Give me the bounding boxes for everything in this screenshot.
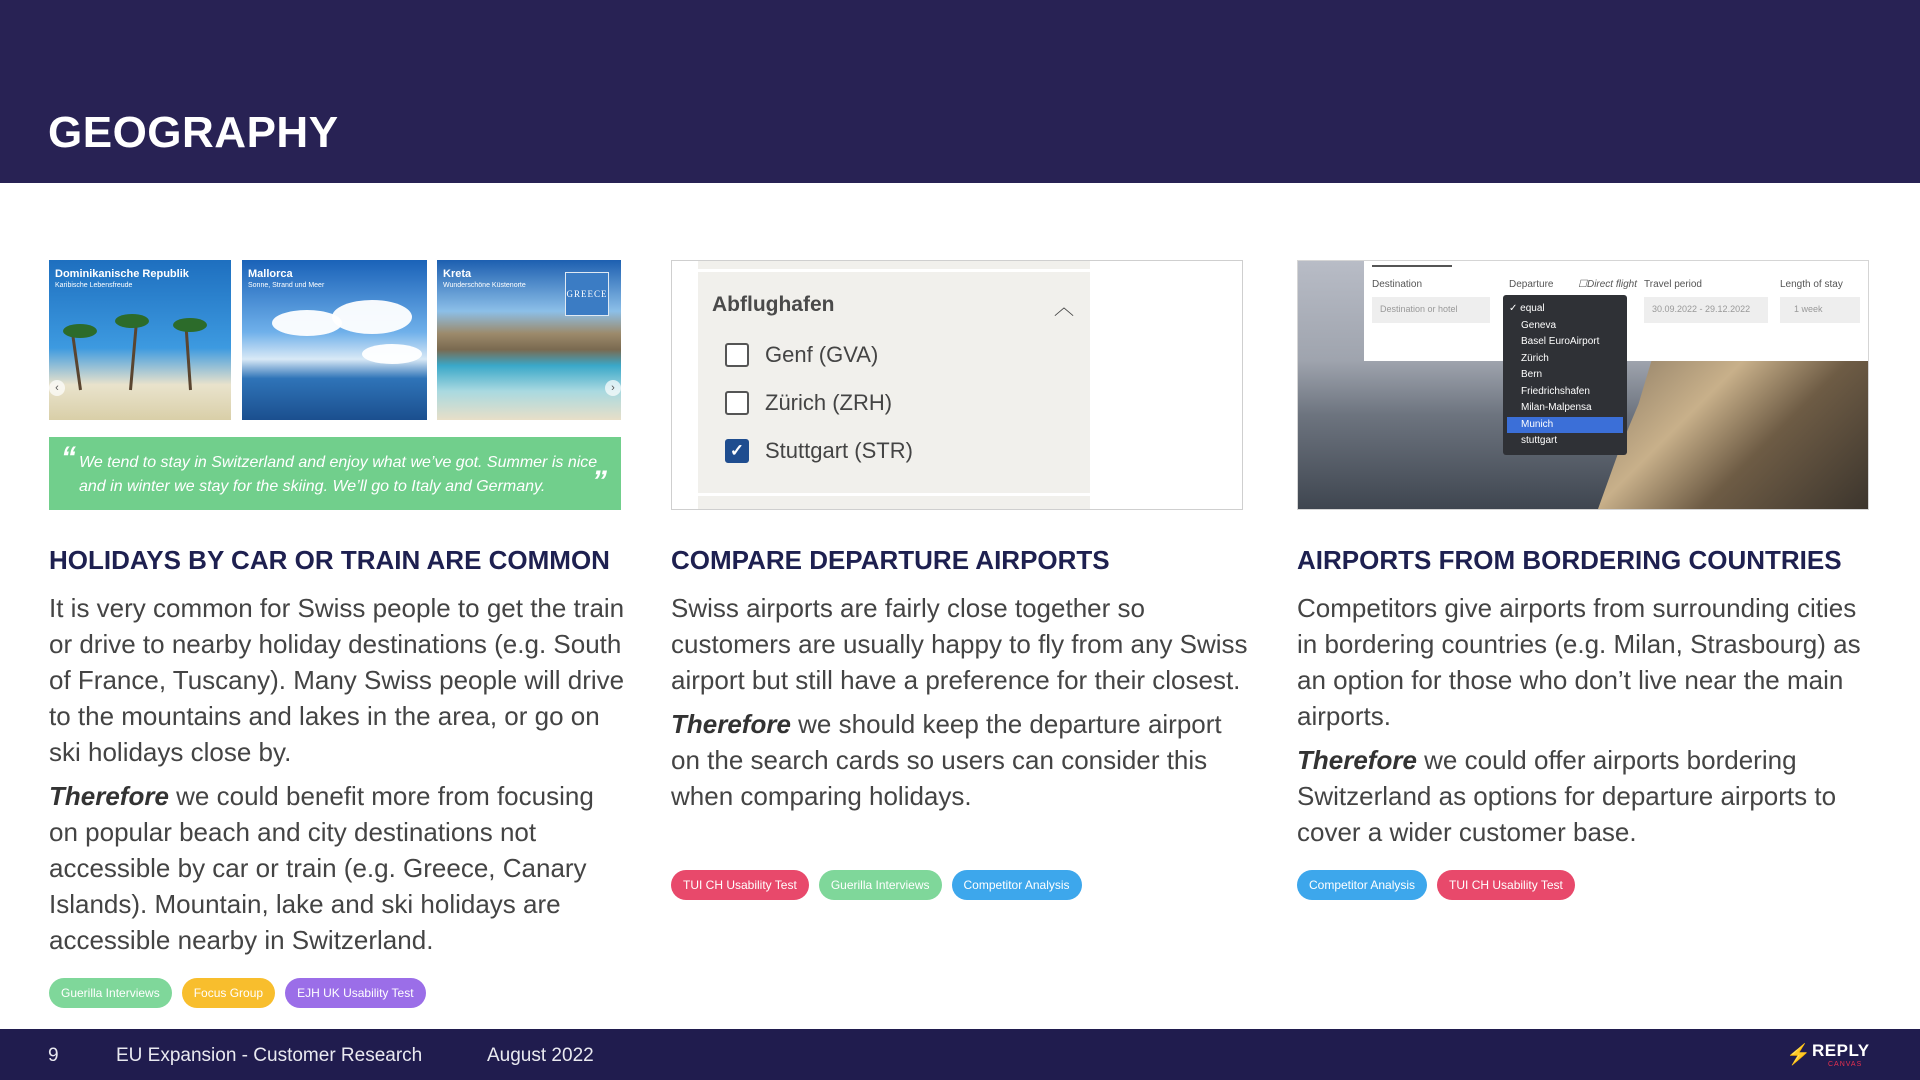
card-subtitle: Wunderschöne Küstenorte [443, 282, 526, 289]
checkbox-icon[interactable] [725, 343, 749, 367]
column-departure-airports [671, 260, 1248, 892]
section-body [49, 590, 629, 966]
quote-text: We tend to stay in Switzerland and enjoy what we’ve got. Summer is nice and in winter we stay for the skiing. We’ll go to Italy and Germany. [79, 454, 598, 495]
tag-tui-ch-usability-test: TUI CH Usability Test [1437, 870, 1575, 900]
travel-period-label: Travel period [1644, 279, 1702, 290]
card-kreta[interactable] [437, 260, 621, 420]
direct-flight-checkbox[interactable]: ☐Direct flight [1578, 279, 1637, 290]
source-tags [49, 978, 426, 1008]
quote-open-icon: “ [61, 441, 76, 474]
therefore-emphasis: Therefore [671, 709, 791, 739]
dropdown-option[interactable]: Geneva [1521, 319, 1557, 331]
card-dominican-republic[interactable] [49, 260, 231, 420]
airport-filter-media [671, 260, 1243, 510]
checkbox-zurich[interactable] [725, 389, 892, 417]
length-of-stay-label: Length of stay [1780, 279, 1843, 290]
destination-cards [49, 260, 621, 420]
departure-dropdown[interactable] [1503, 295, 1627, 455]
column-bordering-airports [1297, 260, 1869, 892]
section-heading: AIRPORTS FROM BORDERING COUNTRIES [1297, 545, 1842, 575]
tag-focus-group: Focus Group [182, 978, 275, 1008]
paragraph: Swiss airports are fairly close together so customers are usually happy to fly from any Swiss airport but still have a preference for their closest. [671, 593, 1248, 695]
dropdown-option[interactable]: Bern [1521, 369, 1543, 380]
section-body [1297, 590, 1877, 858]
dropdown-option[interactable]: stuttgart [1521, 435, 1558, 446]
reply-mark-icon: ⚡ [1786, 1044, 1811, 1066]
checkbox-label: Genf (GVA) [765, 342, 879, 367]
page-title: GEOGRAPHY [48, 108, 339, 157]
tag-ejh-uk-usability-test: EJH UK Usability Test [285, 978, 425, 1008]
tag-guerilla-interviews: Guerilla Interviews [819, 870, 942, 900]
paragraph: Therefore we could offer airports bordering Switzerland as options for departure airports to cover a wider customer base. [1297, 745, 1837, 847]
card-mallorca[interactable] [242, 260, 427, 420]
tag-competitor-analysis: Competitor Analysis [1297, 870, 1427, 900]
column-car-train [49, 260, 625, 1000]
therefore-emphasis: Therefore [1297, 745, 1417, 775]
airport-filter-panel [698, 261, 1090, 509]
card-title: Kreta [443, 268, 472, 280]
chevron-right-icon[interactable]: › [605, 380, 621, 396]
card-title: Dominikanische Republik [55, 268, 189, 280]
tag-tui-ch-usability-test: TUI CH Usability Test [671, 870, 809, 900]
card-title: Mallorca [248, 268, 293, 280]
tag-competitor-analysis: Competitor Analysis [952, 870, 1082, 900]
paragraph: Competitors give airports from surrounding cities in bordering countries (e.g. Milan, Strasbourg) as an option for those who don’t live near the main airports. [1297, 593, 1861, 731]
customer-quote [49, 437, 621, 510]
footer [0, 1029, 1920, 1080]
card-subtitle: Karibische Lebensfreude [55, 282, 133, 289]
paragraph: It is very common for Swiss people to get the train or drive to nearby holiday destinations (e.g. South of France, Tuscany). Many Swiss people will drive to the mountains and lakes in the area, or go on ski holidays close by. [49, 593, 625, 767]
source-tags [1297, 870, 1575, 900]
quote-close-icon: ” [592, 465, 607, 498]
departure-label: Departure [1509, 279, 1554, 290]
chevron-up-icon[interactable]: ︿ [1054, 297, 1074, 319]
travel-period-input[interactable]: 30.09.2022 - 29.12.2022 [1644, 297, 1768, 323]
dropdown-option[interactable]: Friedrichshafen [1521, 385, 1590, 397]
therefore-emphasis: Therefore [49, 781, 169, 811]
checkbox-label: Stuttgart (STR) [765, 438, 913, 463]
competitor-search-media [1297, 260, 1869, 510]
filter-title: Abflughafen [712, 293, 835, 316]
header [0, 0, 1920, 183]
dropdown-option[interactable]: Milan-Malpensa [1521, 402, 1592, 413]
section-heading: COMPARE DEPARTURE AIRPORTS [671, 545, 1110, 575]
source-tags [671, 870, 1082, 900]
card-subtitle: Sonne, Strand und Meer [248, 282, 325, 289]
paragraph: Therefore we could benefit more from focusing on popular beach and city destinations not accessible by car or train (e.g. Greece, Canary Islands). Mountain, lake and ski holidays are accessible nearby in Switzerland. [49, 781, 594, 955]
chevron-left-icon[interactable]: ‹ [49, 380, 65, 396]
destination-input[interactable]: Destination or hotel [1372, 297, 1490, 323]
checkmark-icon[interactable]: ✓ [725, 439, 749, 463]
checkbox-genf[interactable] [725, 341, 878, 369]
dropdown-option[interactable]: ✓ equal [1509, 303, 1545, 314]
page-number: 9 [48, 1045, 59, 1066]
deck-date: August 2022 [487, 1045, 594, 1066]
dropdown-option[interactable]: Zürich [1521, 352, 1549, 364]
airport-filter-frame [671, 260, 1243, 510]
checkbox-icon[interactable] [725, 391, 749, 415]
greece-badge: GREECE [565, 272, 609, 316]
section-body [671, 590, 1251, 822]
destination-label: Destination [1372, 279, 1423, 290]
length-of-stay-select[interactable]: 1 week [1780, 297, 1860, 323]
paragraph: Therefore we should keep the departure airport on the search cards so users can consider this when comparing holidays. [671, 709, 1222, 811]
dropdown-option-selected[interactable]: Munich [1507, 417, 1623, 434]
dropdown-option[interactable]: Basel EuroAirport [1521, 336, 1600, 347]
reply-canvas-logo: ⚡ REPLY CANVAS [1786, 1041, 1870, 1068]
deck-title: EU Expansion - Customer Research [116, 1045, 423, 1066]
checkbox-label: Zürich (ZRH) [765, 390, 893, 415]
checkbox-stuttgart[interactable] [725, 437, 913, 465]
tag-guerilla-interviews: Guerilla Interviews [49, 978, 172, 1008]
competitor-search-screenshot [1297, 260, 1869, 510]
destination-cards-media [49, 260, 621, 510]
section-heading: HOLIDAYS BY CAR OR TRAIN ARE COMMON [49, 545, 610, 575]
